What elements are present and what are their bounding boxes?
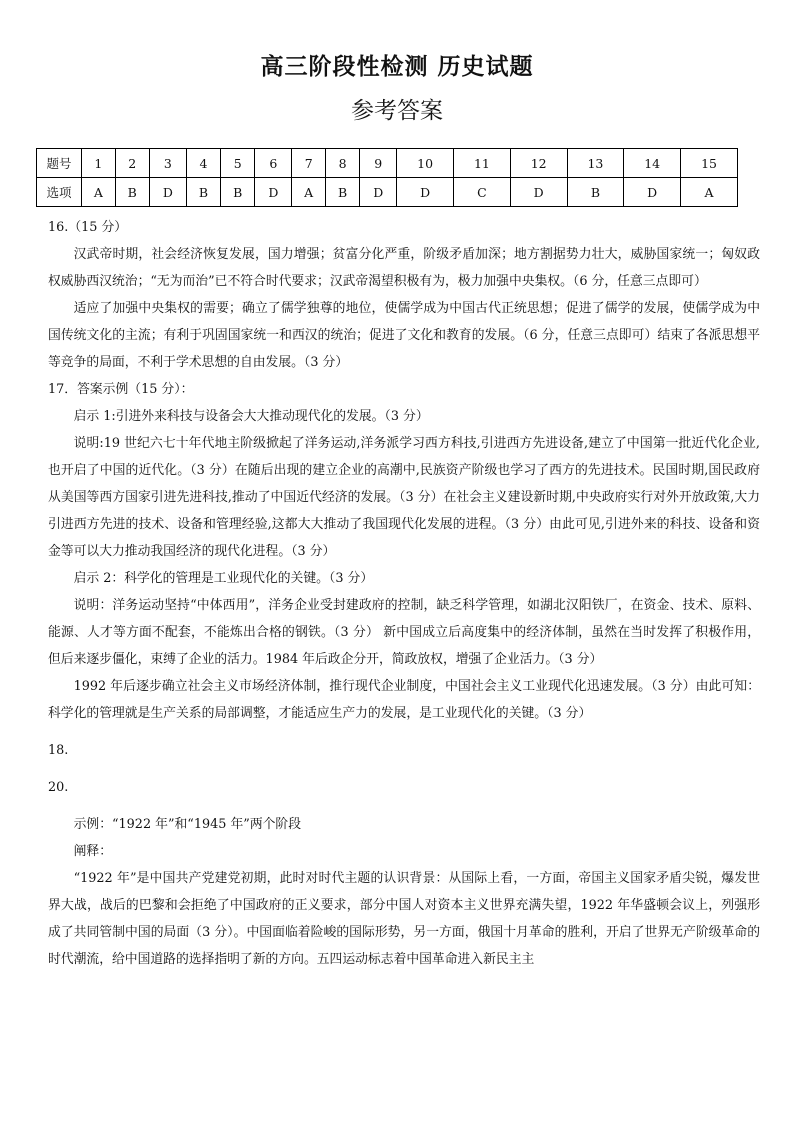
answer-choice: D (624, 178, 681, 207)
question-number: 11 (454, 149, 511, 178)
answer-choice: B (221, 178, 255, 207)
q18-header: 18. (48, 743, 69, 758)
question-number: 7 (292, 149, 326, 178)
q17-hint-2: 启示 2：科学化的管理是工业现代化的关键。（3 分） (73, 571, 374, 586)
page-title: 高三阶段性检测 历史试题 (260, 54, 534, 80)
question-number: 4 (186, 149, 220, 178)
q20-example: 示例：“1922 年”和“1945 年”两个阶段 (73, 817, 302, 832)
answer-choice: D (397, 178, 454, 207)
q20-paragraph-1: “1922 年”是中国共产党建党初期，此时对时代主题的认识背景：从国际上看，一方面，帝国主义国家矛盾尖锐，爆发世界大战，战后的巴黎和会拒绝了中国政府的正义要求，部分中国人对资本主义世界充满失望，1922 年华盛顿会议上，列强形成了共同管制中国的局面（3 分）。中国面临着险峻的国际形势，另一方面，俄国十月革命的胜利，开启了世界无产阶级革命的时代潮流，给中国道路的选择指明了新的方向。五四运动标志着中国革命进入新民主主 (48, 871, 760, 967)
row-label-choice: 选项 (37, 178, 82, 207)
question-number: 10 (397, 149, 454, 178)
question-number: 5 (221, 149, 255, 178)
row-label-number: 题号 (37, 149, 82, 178)
answer-choice: D (255, 178, 292, 207)
question-number: 3 (149, 149, 186, 178)
answer-table-choice-row (37, 178, 738, 207)
answer-table-number-row (37, 149, 738, 178)
q20-explain-label: 阐释： (73, 844, 112, 859)
answer-choice: C (454, 178, 511, 207)
q17-explanation-1: 说明:19 世纪六七十年代地主阶级掀起了洋务运动,洋务派学习西方科技,引进西方先进设备,建立了中国第一批近代化企业,也开启了中国的近代化。（3 分）在随后出现的建立企业的高潮中,民族资产阶级也学习了西方的先进技术。民国时期,国民政府从美国等西方国家引进先进科技,推动了中国近代经济的发展。（3 分）在社会主义建设新时期,中央政府实行对外开放政策,大力引进西方先进的技术、设备和管理经验,这都大大推动了我国现代化发展的进程。（3 分）由此可见,引进外来的科技、设备和资金等可以大力推动我国经济的现代化进程。（3 分） (48, 436, 760, 559)
question-number: 1 (82, 149, 116, 178)
answer-choice: B (326, 178, 360, 207)
answer-table (36, 148, 738, 207)
question-number: 15 (681, 149, 738, 178)
question-number: 2 (115, 149, 149, 178)
question-number: 6 (255, 149, 292, 178)
answer-choice: B (186, 178, 220, 207)
q17-explanation-3: 1992 年后逐步确立社会主义市场经济体制，推行现代企业制度，中国社会主义工业现代化迅速发展。（3 分）由此可知：科学化的管理就是生产关系的局部调整，才能适应生产力的发展，是工业现代化的关键。（3 分） (48, 679, 760, 721)
answer-choice: A (292, 178, 326, 207)
q16-paragraph-1: 汉武帝时期，社会经济恢复发展，国力增强；贫富分化严重，阶级矛盾加深；地方割据势力壮大，威胁国家统一；匈奴政权威胁西汉统治；“无为而治”已不符合时代要求；汉武帝渴望积极有为，极力加强中央集权。（6 分，任意三点即可） (48, 247, 760, 289)
question-number: 9 (360, 149, 397, 178)
q20-header: 20. (48, 780, 69, 795)
page-subtitle: 参考答案 (351, 98, 443, 124)
q16-header: 16.（15 分） (48, 220, 128, 235)
answer-choice: B (115, 178, 149, 207)
q17-explanation-2: 说明：洋务运动坚持“中体西用”，洋务企业受封建政府的控制，缺乏科学管理，如湖北汉阳铁厂，在资金、技术、原料、能源、人才等方面不配套，不能炼出合格的钢铁。（3 分） 新中国成立后高度集中的经济体制，虽然在当时发挥了积极作用，但后来逐步僵化，束缚了企业的活力。1984 年后政企分开，简政放权，增强了企业活力。（3 分） (48, 598, 760, 667)
q17-header: 17．答案示例（15 分）： (48, 382, 194, 397)
question-number: 14 (624, 149, 681, 178)
q17-hint-1: 启示 1:引进外来科技与设备会大大推动现代化的发展。（3 分） (73, 409, 429, 424)
question-number: 12 (510, 149, 567, 178)
answer-choice: D (360, 178, 397, 207)
answer-choice: A (82, 178, 116, 207)
q16-paragraph-2: 适应了加强中央集权的需要；确立了儒学独尊的地位，使儒学成为中国古代正统思想；促进了儒学的发展，使儒学成为中国传统文化的主流；有利于巩固国家统一和西汉的统治；促进了文化和教育的发展。（6 分，任意三点即可）结束了各派思想平等竞争的局面，不利于学术思想的自由发展。（3 分） (48, 301, 760, 370)
question-number: 13 (567, 149, 624, 178)
answer-content (48, 214, 760, 973)
answer-choice: B (567, 178, 624, 207)
answer-choice: D (510, 178, 567, 207)
answer-choice: A (681, 178, 738, 207)
question-number: 8 (326, 149, 360, 178)
answer-choice: D (149, 178, 186, 207)
